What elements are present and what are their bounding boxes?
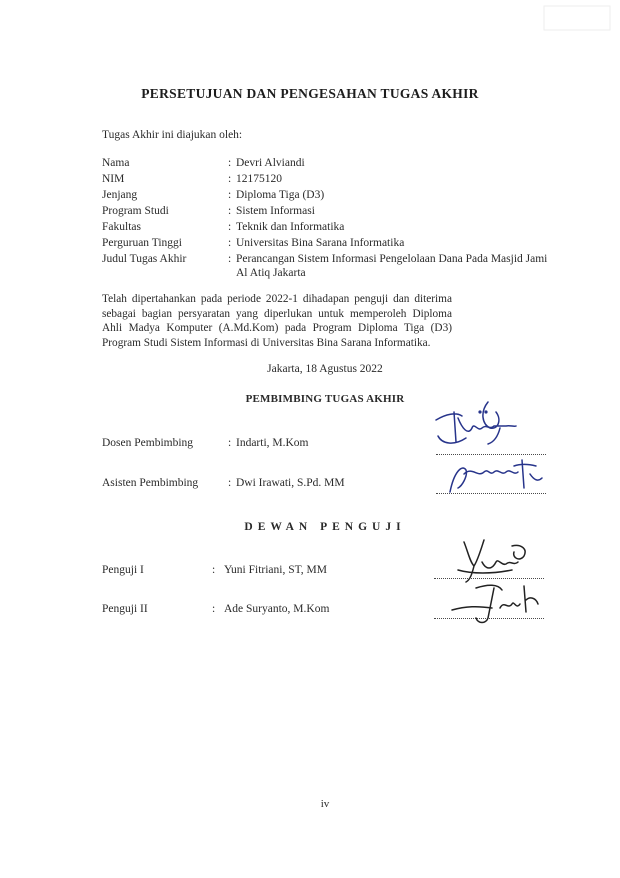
signature-penguji-2 [448,578,544,628]
signature-dosen-pembimbing [432,398,522,454]
corner-mark [542,4,612,32]
field-colon: : [228,189,232,201]
field-colon: : [228,253,232,265]
pembimbing-heading: PEMBIMBING TUGAS AKHIR [245,393,405,405]
row-value: Yuni Fitriani, ST, MM [224,564,327,576]
field-value: Universitas Bina Sarana Informatika [236,237,405,249]
page-title: PERSETUJUAN DAN PENGESAHAN TUGAS AKHIR [141,86,479,101]
place-date: Jakarta, 18 Agustus 2022 [267,363,383,375]
field-label: Jenjang [102,189,138,201]
penguji-heading: DEWAN PENGUJI [244,521,406,533]
field-colon: : [228,221,232,233]
field-colon: : [228,157,232,169]
row-colon: : [228,477,232,489]
row-label: Penguji II [102,603,148,615]
field-label: NIM [102,173,125,185]
row-colon: : [212,603,216,615]
signature-asisten-pembimbing [444,452,544,498]
field-value: Teknik dan Informatika [236,221,345,233]
row-value: Indarti, M.Kom [236,437,309,449]
page-number: iv [320,798,330,810]
field-value: Diploma Tiga (D3) [236,189,325,201]
field-label: Fakultas [102,221,141,233]
field-colon: : [228,237,232,249]
field-value: Perancangan Sistem Informasi Pengelolaan Dana Pada Masjid Jami Al Atiq Jakarta [236,253,548,279]
field-label: Program Studi [102,205,169,217]
row-label: Penguji I [102,564,144,576]
approval-paragraph: Telah dipertahankan pada periode 2022-1 dihadapan penguji dan diterima sebagai bagian persyaratan yang diperlukan untuk memperoleh Diploma Ahli Madya Komputer (A.Md.Kom) pada Program Diploma Tiga (D3) Program Studi Sistem Informasi di Universitas Bina Sarana Informatika. [102,293,452,349]
field-value: Sistem Informasi [236,205,315,217]
row-colon: : [212,564,216,576]
field-value: Devri Alviandi [236,157,305,169]
field-colon: : [228,205,232,217]
row-value: Ade Suryanto, M.Kom [224,603,330,615]
field-colon: : [228,173,232,185]
row-label: Asisten Pembimbing [102,477,199,489]
field-label: Judul Tugas Akhir [102,253,187,265]
intro-text: Tugas Akhir ini diajukan oleh: [102,129,243,141]
row-value: Dwi Irawati, S.Pd. MM [236,477,345,489]
field-label: Nama [102,157,130,169]
row-colon: : [228,437,232,449]
field-label: Perguruan Tinggi [102,237,182,249]
field-value: 12175120 [236,173,282,185]
row-label: Dosen Pembimbing [102,437,194,449]
